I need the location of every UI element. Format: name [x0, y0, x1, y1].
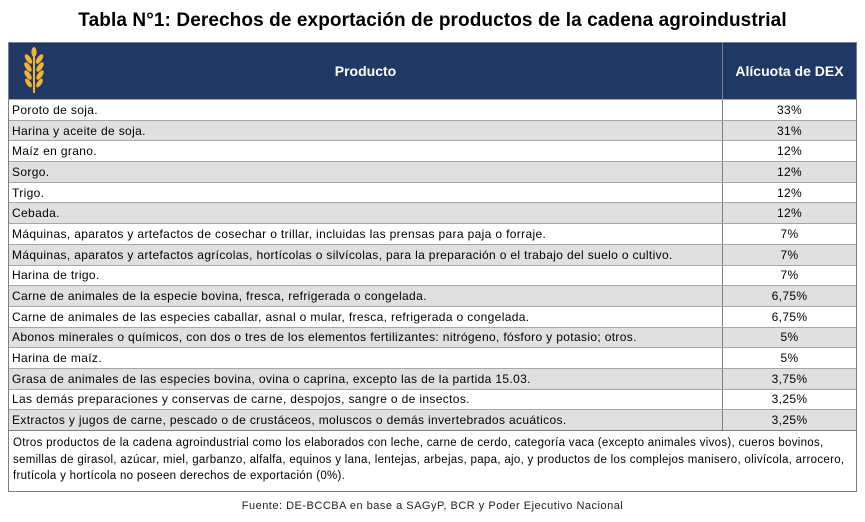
rate-cell: 3,75%	[771, 371, 808, 386]
product-cell: Cebada.	[9, 203, 723, 223]
table-row	[9, 161, 856, 182]
source-note: Fuente: DE-BCCBA en base a SAGyP, BCR y Poder Ejecutivo Nacional	[241, 500, 624, 512]
table-header	[9, 43, 856, 99]
rate-cell: 12%	[776, 164, 803, 179]
table-note: Otros productos de la cadena agroindustrial como los elaborados con leche, carne de cerdo, categoría vaca (excepto animales vivos), cueros bovinos, semillas de girasol, azúcar, miel, garbanzo, alfalfa, equinos y lana, lentejas, arbejas, papa, ajo, y productos de los complejos manisero, olivícola, arrocero, frutícola y hortícola no poseen derechos de exportación (0%).	[9, 430, 856, 491]
dex-table	[8, 42, 857, 492]
rate-cell: 12%	[776, 185, 803, 200]
table-row	[9, 347, 856, 368]
header-product-label: Producto	[334, 63, 397, 79]
table-row	[9, 202, 856, 223]
header-rate-label: Alícuota de DEX	[735, 63, 844, 79]
product-cell: Abonos minerales o químicos, con dos o tres de los elementos fertilizantes: nitrógeno, fósforo y potasio; otros.	[9, 328, 723, 348]
product-cell: Máquinas, aparatos y artefactos agrícolas, hortícolas o silvícolas, para la preparación o el trabajo del suelo o cultivo.	[9, 245, 723, 265]
table-row	[9, 140, 856, 161]
rate-cell: 12%	[776, 206, 803, 221]
product-cell: Carne de animales de las especies caballar, asnal o mular, fresca, refrigerada o congelada.	[9, 307, 723, 327]
table-row	[9, 182, 856, 203]
header-rate-cell	[723, 43, 856, 99]
product-cell: Trigo.	[9, 183, 723, 203]
table-row	[9, 223, 856, 244]
table-row	[9, 244, 856, 265]
table-row	[9, 389, 856, 410]
rate-cell: 5%	[780, 351, 799, 366]
table-row	[9, 265, 856, 286]
rate-cell: 7%	[780, 247, 799, 262]
product-cell: Máquinas, aparatos y artefactos de cosechar o trillar, incluidas las prensas para paja o forraje.	[9, 224, 723, 244]
wheat-icon	[21, 47, 47, 95]
rate-cell: 33%	[776, 102, 803, 117]
table-row	[9, 99, 856, 120]
rate-cell: 3,25%	[771, 413, 808, 428]
product-cell: Sorgo.	[9, 162, 723, 182]
product-cell: Poroto de soja.	[9, 100, 723, 120]
header-product-cell	[9, 43, 723, 99]
rate-cell: 6,75%	[771, 289, 808, 304]
product-cell: Harina y aceite de soja.	[9, 121, 723, 141]
table-row	[9, 285, 856, 306]
product-cell: Extractos y jugos de carne, pescado o de crustáceos, moluscos o demás invertebrados acuáticos.	[9, 410, 723, 430]
table-row	[9, 306, 856, 327]
rate-cell: 7%	[780, 268, 799, 283]
table-row	[9, 120, 856, 141]
rate-cell: 7%	[780, 226, 799, 241]
product-cell: Maíz en grano.	[9, 141, 723, 161]
table-row	[9, 327, 856, 348]
product-cell: Harina de maíz.	[9, 348, 723, 368]
product-cell: Carne de animales de la especie bovina, fresca, refrigerada o congelada.	[9, 286, 723, 306]
table-row	[9, 409, 856, 430]
table-title: Tabla N°1: Derechos de exportación de productos de la cadena agroindustrial	[78, 10, 787, 31]
product-cell: Grasa de animales de las especies bovina, ovina o caprina, excepto las de la partida 15.03.	[9, 369, 723, 389]
rate-cell: 12%	[776, 144, 803, 159]
table-row	[9, 368, 856, 389]
rate-cell: 6,75%	[771, 309, 808, 324]
product-cell: Las demás preparaciones y conservas de carne, despojos, sangre o de insectos.	[9, 390, 723, 410]
rate-cell: 5%	[780, 330, 799, 345]
rate-cell: 3,25%	[771, 392, 808, 407]
rate-cell: 31%	[776, 123, 803, 138]
product-cell: Harina de trigo.	[9, 266, 723, 286]
table-body	[9, 99, 856, 430]
